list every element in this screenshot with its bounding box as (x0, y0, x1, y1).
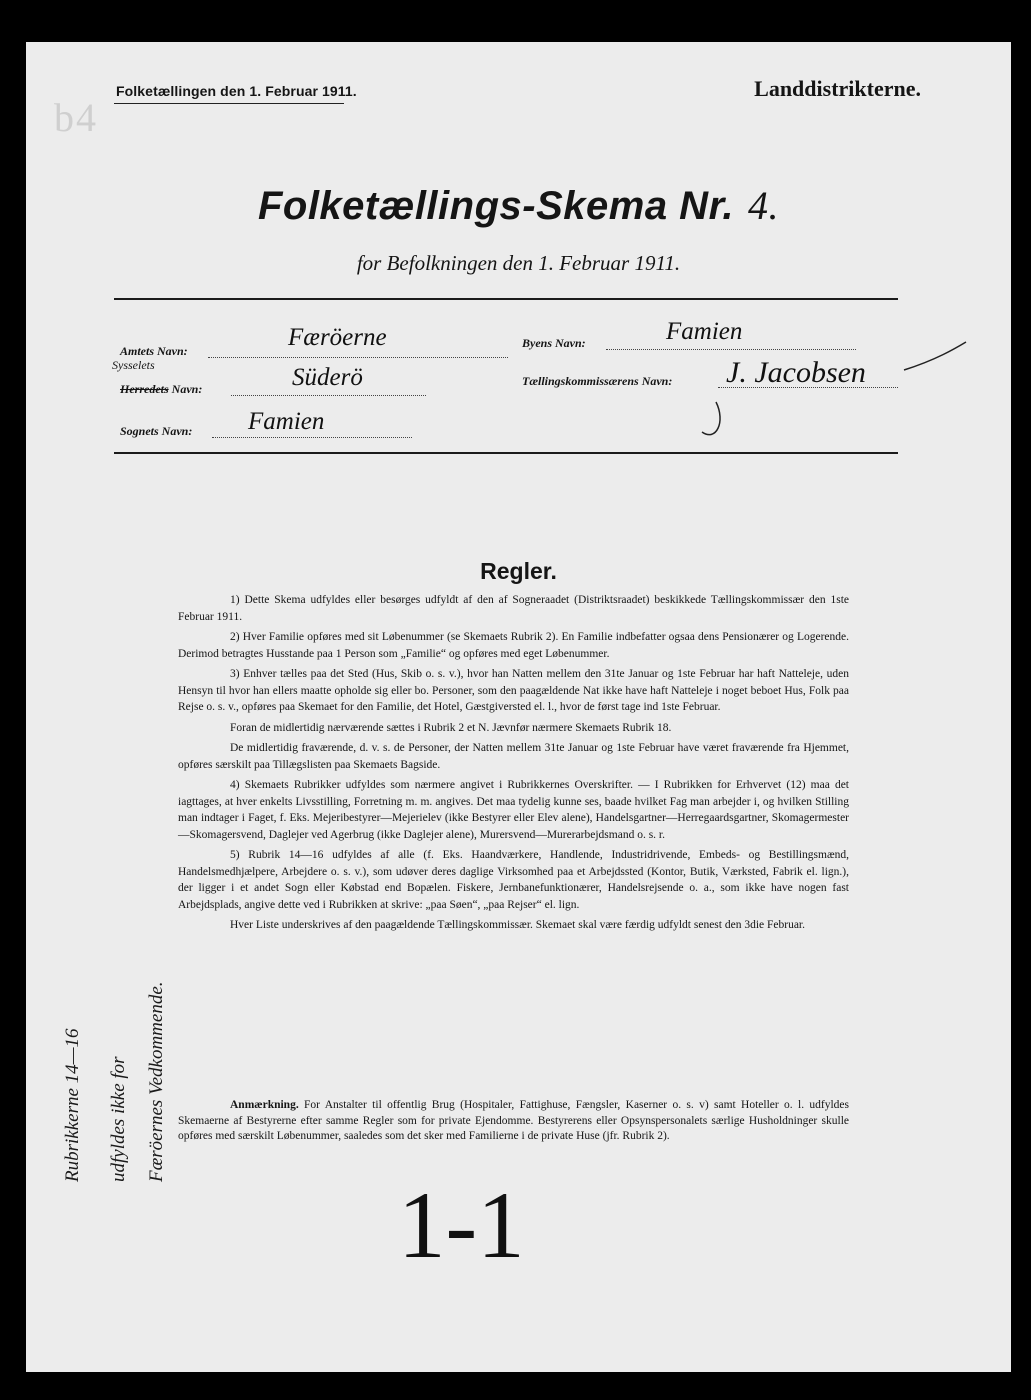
herred-label-struck: Herredets (120, 382, 169, 396)
rule-2: 2) Hver Familie opføres med sit Løbenummer (se Skemaets Rubrik 2). En Familie indbefatter ogsaa dens Pensionærer og Logerende. Derimod betragtes Husstande paa 1 Person som „Familie“ og opføres med eget Løbenummer. (178, 631, 849, 660)
margin-note-line-3: Færöernes Vedkommende. (146, 981, 167, 1182)
margin-note-line-1: Rubrikkerne 14—16 (62, 1028, 83, 1182)
herred-value: Süderö (292, 364, 363, 391)
anmaerkning-text: For Anstalter til offentlig Brug (Hospitaler, Fattighuse, Fængsler, Kaserner o. s. v) samt Hoteller o. l. udfyldes Skemaerne af Bestyrerne efter samme Regler som for private Ejendomme. Bestyrerens eller Opsynspersonalets særlige Husholdninger skulle opføres med særskilt Løbenummer, saaledes som det sker med Familierne i de private Huse (jfr. Rubrik 2). (178, 1099, 849, 1142)
sogn-label: Sognets Navn: (120, 424, 193, 438)
form-subtitle: for Befolkningen den 1. Februar 1911. (356, 251, 681, 275)
anmaerkning-label: Anmærkning. (230, 1099, 299, 1111)
rules-heading: Regler. (480, 558, 557, 584)
form-number-handwritten: 4. (748, 183, 780, 228)
rule-3: 3) Enhver tælles paa det Sted (Hus, Skib o. s. v.), hvor han Natten mellem den 31te Januar og 1ste Februar har haft Natteleje, uden Hensyn til hvor han ellers maatte opholde sig eller bo. Personer, som den paagældende Nat ikke have haft Natteleje i noget beboet Hus, Folk paa Rejse o. s. v., opføres paa Skemaet for den Familie, det Hotel, Gæstgiversted el. l., hvor de først tage ind 1ste Februar. (178, 668, 849, 713)
rule-1: 1) Dette Skema udfyldes eller besørges udfyldt af den af Sogneraadet (Distriktsraadet) beskikkede Tællingskommissær den 1ste Februar 1911. (178, 594, 849, 623)
header-census-date: Folketællingen den 1. Februar 1911. (116, 83, 357, 99)
herred-label-handwritten: Sysselets (112, 358, 155, 372)
rule-3-temporary-present: Foran de midlertidig nærværende sættes i Rubrik 2 et N. Jævnfør nærmere Skemaets Rubrik 18. (230, 721, 672, 734)
rule-4: 4) Skemaets Rubrikker udfyldes som nærmere angivet i Rubrikkernes Overskrifter. — I Rubrikken for Erhvervet (12) maa det iagttages, at hver enkelts Livsstilling, Forretning m. m. angives. Det maa tydelig kunne ses, baade hvilket Fag man arbejder i, og hvilken Stilling man indtager i Faget, f. Eks. Mejeribestyrer—Mejerielev (ikke Bestyrer eller Elev alene), Handelsgartner—Herregaardsgartner, Skomagermester—Skomagersvend, Daglejer ved Agerbrug (ikke Daglejer alene), Murersvend—Murerarbejdsmand o. s. r. (178, 779, 849, 841)
sogn-value: Famien (248, 408, 325, 435)
amt-label: Amtets Navn: (120, 344, 188, 358)
rule-5: 5) Rubrik 14—16 udfyldes af alle (f. Eks. Haandværkere, Handlende, Industridrivende, Embeds- og Bestillingsmænd, Handelsmedhjælpere, Arbejdere o. s. v.), som udøver deres daglige Virksomhed paa et Arbejdssted (Kontor, Butik, Værksted, Fabrik el. lign.), der ligger i et andet Sogn eller Købstad end Bopælen. Fiskere, Jernbanefunktionærer, Handelsrejsende o. a., som ikke have nogen fast Arbejdsplads, angive dette ved i Rubrikken at skrive: „paa Søen“, „paa Rejser“ el. lign. (178, 849, 849, 911)
herred-label-suffix: Navn: (171, 382, 203, 396)
kommissaer-value: J. Jacobsen (726, 356, 866, 389)
faint-stamp-mark: b4 (54, 95, 98, 140)
census-form-sheet (26, 42, 1011, 1372)
form-title-text: Folketællings-Skema Nr. (257, 184, 735, 228)
margin-note-line-2: udfyldes ikke for (108, 1056, 129, 1182)
by-label: Byens Navn: (522, 336, 586, 350)
amt-value: Færöerne (288, 324, 387, 351)
bottom-handwritten-mark: 1-1 (398, 1172, 525, 1278)
by-value: Famien (666, 318, 743, 345)
rule-5-signature: Hver Liste underskrives af den paagældende Tællingskommissær. Skemaet skal være færdig udfyldt senest den 3die Februar. (230, 919, 805, 931)
header-district-type: Landdistrikterne. (754, 76, 921, 101)
rule-3-temporary-absent: De midlertidig fraværende, d. v. s. de Personer, der Natten mellem 31te Januar og 1ste Februar have været fraværende fra Hjemmet, opføres særskilt paa Tillægslisten paa Skemaets Bagside. (178, 742, 849, 771)
signature-flourish-icon (26, 42, 1011, 1372)
kommissaer-label: Tællingskommissærens Navn: (522, 374, 673, 388)
